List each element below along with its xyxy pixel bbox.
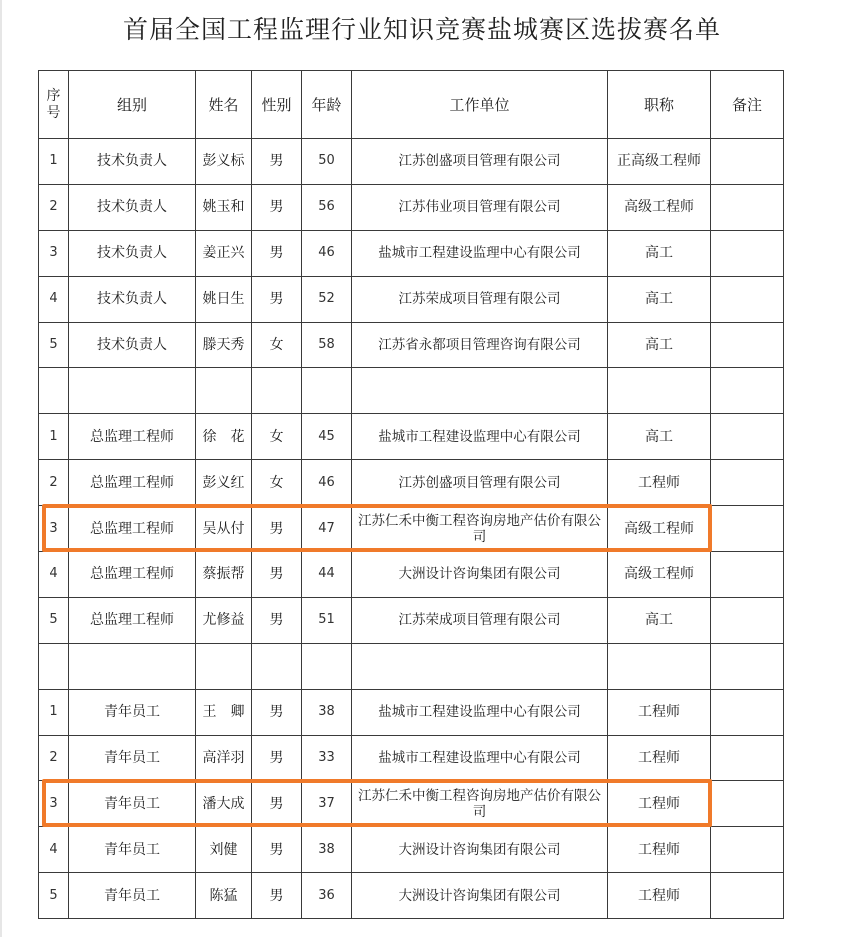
name-cell: 徐 花 <box>196 414 252 460</box>
separator-row <box>39 368 784 414</box>
empty-cell <box>196 643 252 689</box>
empty-cell <box>196 368 252 414</box>
name-cell: 吴从付 <box>196 506 252 552</box>
note-cell <box>711 689 784 735</box>
empty-cell <box>302 643 352 689</box>
rank-cell: 工程师 <box>608 873 711 919</box>
no-cell: 3 <box>39 506 69 552</box>
no-cell: 1 <box>39 414 69 460</box>
age-cell: 45 <box>302 414 352 460</box>
age-cell: 44 <box>302 552 352 598</box>
empty-cell <box>352 643 608 689</box>
rank-cell: 高工 <box>608 230 711 276</box>
note-cell <box>711 781 784 827</box>
empty-cell <box>608 368 711 414</box>
table-row <box>39 873 784 919</box>
name-cell: 彭义标 <box>196 139 252 185</box>
rank-cell: 工程师 <box>608 460 711 506</box>
name-cell: 蔡振帮 <box>196 552 252 598</box>
org-cell: 江苏伟业项目管理有限公司 <box>352 184 608 230</box>
age-cell: 46 <box>302 230 352 276</box>
table-row <box>39 552 784 598</box>
no-cell: 1 <box>39 139 69 185</box>
table-row <box>39 322 784 368</box>
gender-cell: 男 <box>252 827 302 873</box>
name-cell: 王 卿 <box>196 689 252 735</box>
name-cell: 高洋羽 <box>196 735 252 781</box>
empty-cell <box>252 643 302 689</box>
age-cell: 51 <box>302 597 352 643</box>
empty-cell <box>39 643 69 689</box>
group-cell: 总监理工程师 <box>69 506 196 552</box>
note-cell <box>711 460 784 506</box>
no-cell: 2 <box>39 460 69 506</box>
age-cell: 37 <box>302 781 352 827</box>
no-cell: 3 <box>39 781 69 827</box>
rank-cell: 高工 <box>608 322 711 368</box>
age-cell: 50 <box>302 139 352 185</box>
empty-cell <box>711 643 784 689</box>
age-cell: 36 <box>302 873 352 919</box>
group-cell: 青年员工 <box>69 781 196 827</box>
org-cell: 江苏创盛项目管理有限公司 <box>352 460 608 506</box>
table-row <box>39 827 784 873</box>
name-cell: 姚日生 <box>196 276 252 322</box>
note-cell <box>711 506 784 552</box>
group-cell: 技术负责人 <box>69 184 196 230</box>
org-cell: 大洲设计咨询集团有限公司 <box>352 552 608 598</box>
group-cell: 青年员工 <box>69 827 196 873</box>
org-cell: 江苏仁禾中衡工程咨询房地产估价有限公司 <box>352 506 608 552</box>
no-cell: 4 <box>39 552 69 598</box>
group-cell: 青年员工 <box>69 735 196 781</box>
age-cell: 52 <box>302 276 352 322</box>
empty-cell <box>608 643 711 689</box>
gender-cell: 女 <box>252 414 302 460</box>
no-cell: 5 <box>39 322 69 368</box>
no-cell: 2 <box>39 735 69 781</box>
rank-cell: 高级工程师 <box>608 552 711 598</box>
empty-cell <box>252 368 302 414</box>
group-cell: 技术负责人 <box>69 139 196 185</box>
name-cell: 彭义红 <box>196 460 252 506</box>
org-cell: 江苏仁禾中衡工程咨询房地产估价有限公司 <box>352 781 608 827</box>
org-cell: 江苏荣成项目管理有限公司 <box>352 276 608 322</box>
org-cell: 江苏创盛项目管理有限公司 <box>352 139 608 185</box>
no-cell: 3 <box>39 230 69 276</box>
table-row <box>39 735 784 781</box>
name-cell: 姚玉和 <box>196 184 252 230</box>
rank-cell: 工程师 <box>608 689 711 735</box>
gender-cell: 男 <box>252 139 302 185</box>
org-cell: 江苏省永都项目管理咨询有限公司 <box>352 322 608 368</box>
empty-cell <box>69 643 196 689</box>
empty-cell <box>302 368 352 414</box>
rank-cell: 正高级工程师 <box>608 139 711 185</box>
table-row <box>39 689 784 735</box>
age-cell: 56 <box>302 184 352 230</box>
group-cell: 技术负责人 <box>69 276 196 322</box>
age-cell: 38 <box>302 827 352 873</box>
table-row-highlighted <box>39 781 784 827</box>
age-cell: 33 <box>302 735 352 781</box>
group-cell: 青年员工 <box>69 689 196 735</box>
rank-cell: 高级工程师 <box>608 184 711 230</box>
org-cell: 盐城市工程建设监理中心有限公司 <box>352 689 608 735</box>
no-cell: 5 <box>39 873 69 919</box>
gender-cell: 男 <box>252 689 302 735</box>
age-cell: 38 <box>302 689 352 735</box>
gender-cell: 男 <box>252 597 302 643</box>
page-title: 首届全国工程监理行业知识竞赛盐城赛区选拔赛名单 <box>122 15 721 44</box>
no-cell: 5 <box>39 597 69 643</box>
group-cell: 技术负责人 <box>69 322 196 368</box>
table-row <box>39 460 784 506</box>
note-cell <box>711 873 784 919</box>
note-cell <box>711 735 784 781</box>
no-cell: 4 <box>39 276 69 322</box>
header-no: 序号 <box>39 71 69 139</box>
note-cell <box>711 276 784 322</box>
no-cell: 2 <box>39 184 69 230</box>
header-note: 备注 <box>711 71 784 139</box>
age-cell: 58 <box>302 322 352 368</box>
note-cell <box>711 597 784 643</box>
no-cell: 4 <box>39 827 69 873</box>
empty-cell <box>39 368 69 414</box>
rank-cell: 高级工程师 <box>608 506 711 552</box>
gender-cell: 男 <box>252 276 302 322</box>
name-cell: 潘大成 <box>196 781 252 827</box>
note-cell <box>711 414 784 460</box>
empty-cell <box>352 368 608 414</box>
org-cell: 江苏荣成项目管理有限公司 <box>352 597 608 643</box>
page-edge <box>0 0 2 937</box>
empty-cell <box>711 368 784 414</box>
gender-cell: 男 <box>252 184 302 230</box>
name-cell: 尤修益 <box>196 597 252 643</box>
table-row <box>39 276 784 322</box>
note-cell <box>711 552 784 598</box>
gender-cell: 男 <box>252 552 302 598</box>
roster-table <box>38 70 784 919</box>
group-cell: 总监理工程师 <box>69 460 196 506</box>
table-row <box>39 414 784 460</box>
header-gender: 性别 <box>252 71 302 139</box>
name-cell: 姜正兴 <box>196 230 252 276</box>
org-cell: 大洲设计咨询集团有限公司 <box>352 873 608 919</box>
note-cell <box>711 322 784 368</box>
org-cell: 大洲设计咨询集团有限公司 <box>352 827 608 873</box>
org-cell: 盐城市工程建设监理中心有限公司 <box>352 230 608 276</box>
separator-row <box>39 643 784 689</box>
rank-cell: 高工 <box>608 597 711 643</box>
org-cell: 盐城市工程建设监理中心有限公司 <box>352 735 608 781</box>
header-age: 年龄 <box>302 71 352 139</box>
name-cell: 刘健 <box>196 827 252 873</box>
table-row <box>39 139 784 185</box>
empty-cell <box>69 368 196 414</box>
rank-cell: 工程师 <box>608 735 711 781</box>
rank-cell: 工程师 <box>608 781 711 827</box>
rank-cell: 高工 <box>608 414 711 460</box>
group-cell: 技术负责人 <box>69 230 196 276</box>
group-cell: 总监理工程师 <box>69 597 196 643</box>
age-cell: 46 <box>302 460 352 506</box>
table-row <box>39 230 784 276</box>
note-cell <box>711 184 784 230</box>
header-name: 姓名 <box>196 71 252 139</box>
gender-cell: 男 <box>252 230 302 276</box>
org-cell: 盐城市工程建设监理中心有限公司 <box>352 414 608 460</box>
note-cell <box>711 230 784 276</box>
gender-cell: 女 <box>252 322 302 368</box>
gender-cell: 女 <box>252 460 302 506</box>
note-cell <box>711 827 784 873</box>
group-cell: 总监理工程师 <box>69 414 196 460</box>
gender-cell: 男 <box>252 735 302 781</box>
no-cell: 1 <box>39 689 69 735</box>
header-rank: 职称 <box>608 71 711 139</box>
note-cell <box>711 139 784 185</box>
group-cell: 总监理工程师 <box>69 552 196 598</box>
table-row-highlighted <box>39 506 784 552</box>
rank-cell: 工程师 <box>608 827 711 873</box>
header-org: 工作单位 <box>352 71 608 139</box>
name-cell: 陈猛 <box>196 873 252 919</box>
group-cell: 青年员工 <box>69 873 196 919</box>
age-cell: 47 <box>302 506 352 552</box>
gender-cell: 男 <box>252 506 302 552</box>
gender-cell: 男 <box>252 781 302 827</box>
header-row <box>39 71 784 139</box>
gender-cell: 男 <box>252 873 302 919</box>
header-group: 组别 <box>69 71 196 139</box>
table-row <box>39 597 784 643</box>
roster-body <box>39 139 784 919</box>
table-row <box>39 184 784 230</box>
name-cell: 滕天秀 <box>196 322 252 368</box>
rank-cell: 高工 <box>608 276 711 322</box>
